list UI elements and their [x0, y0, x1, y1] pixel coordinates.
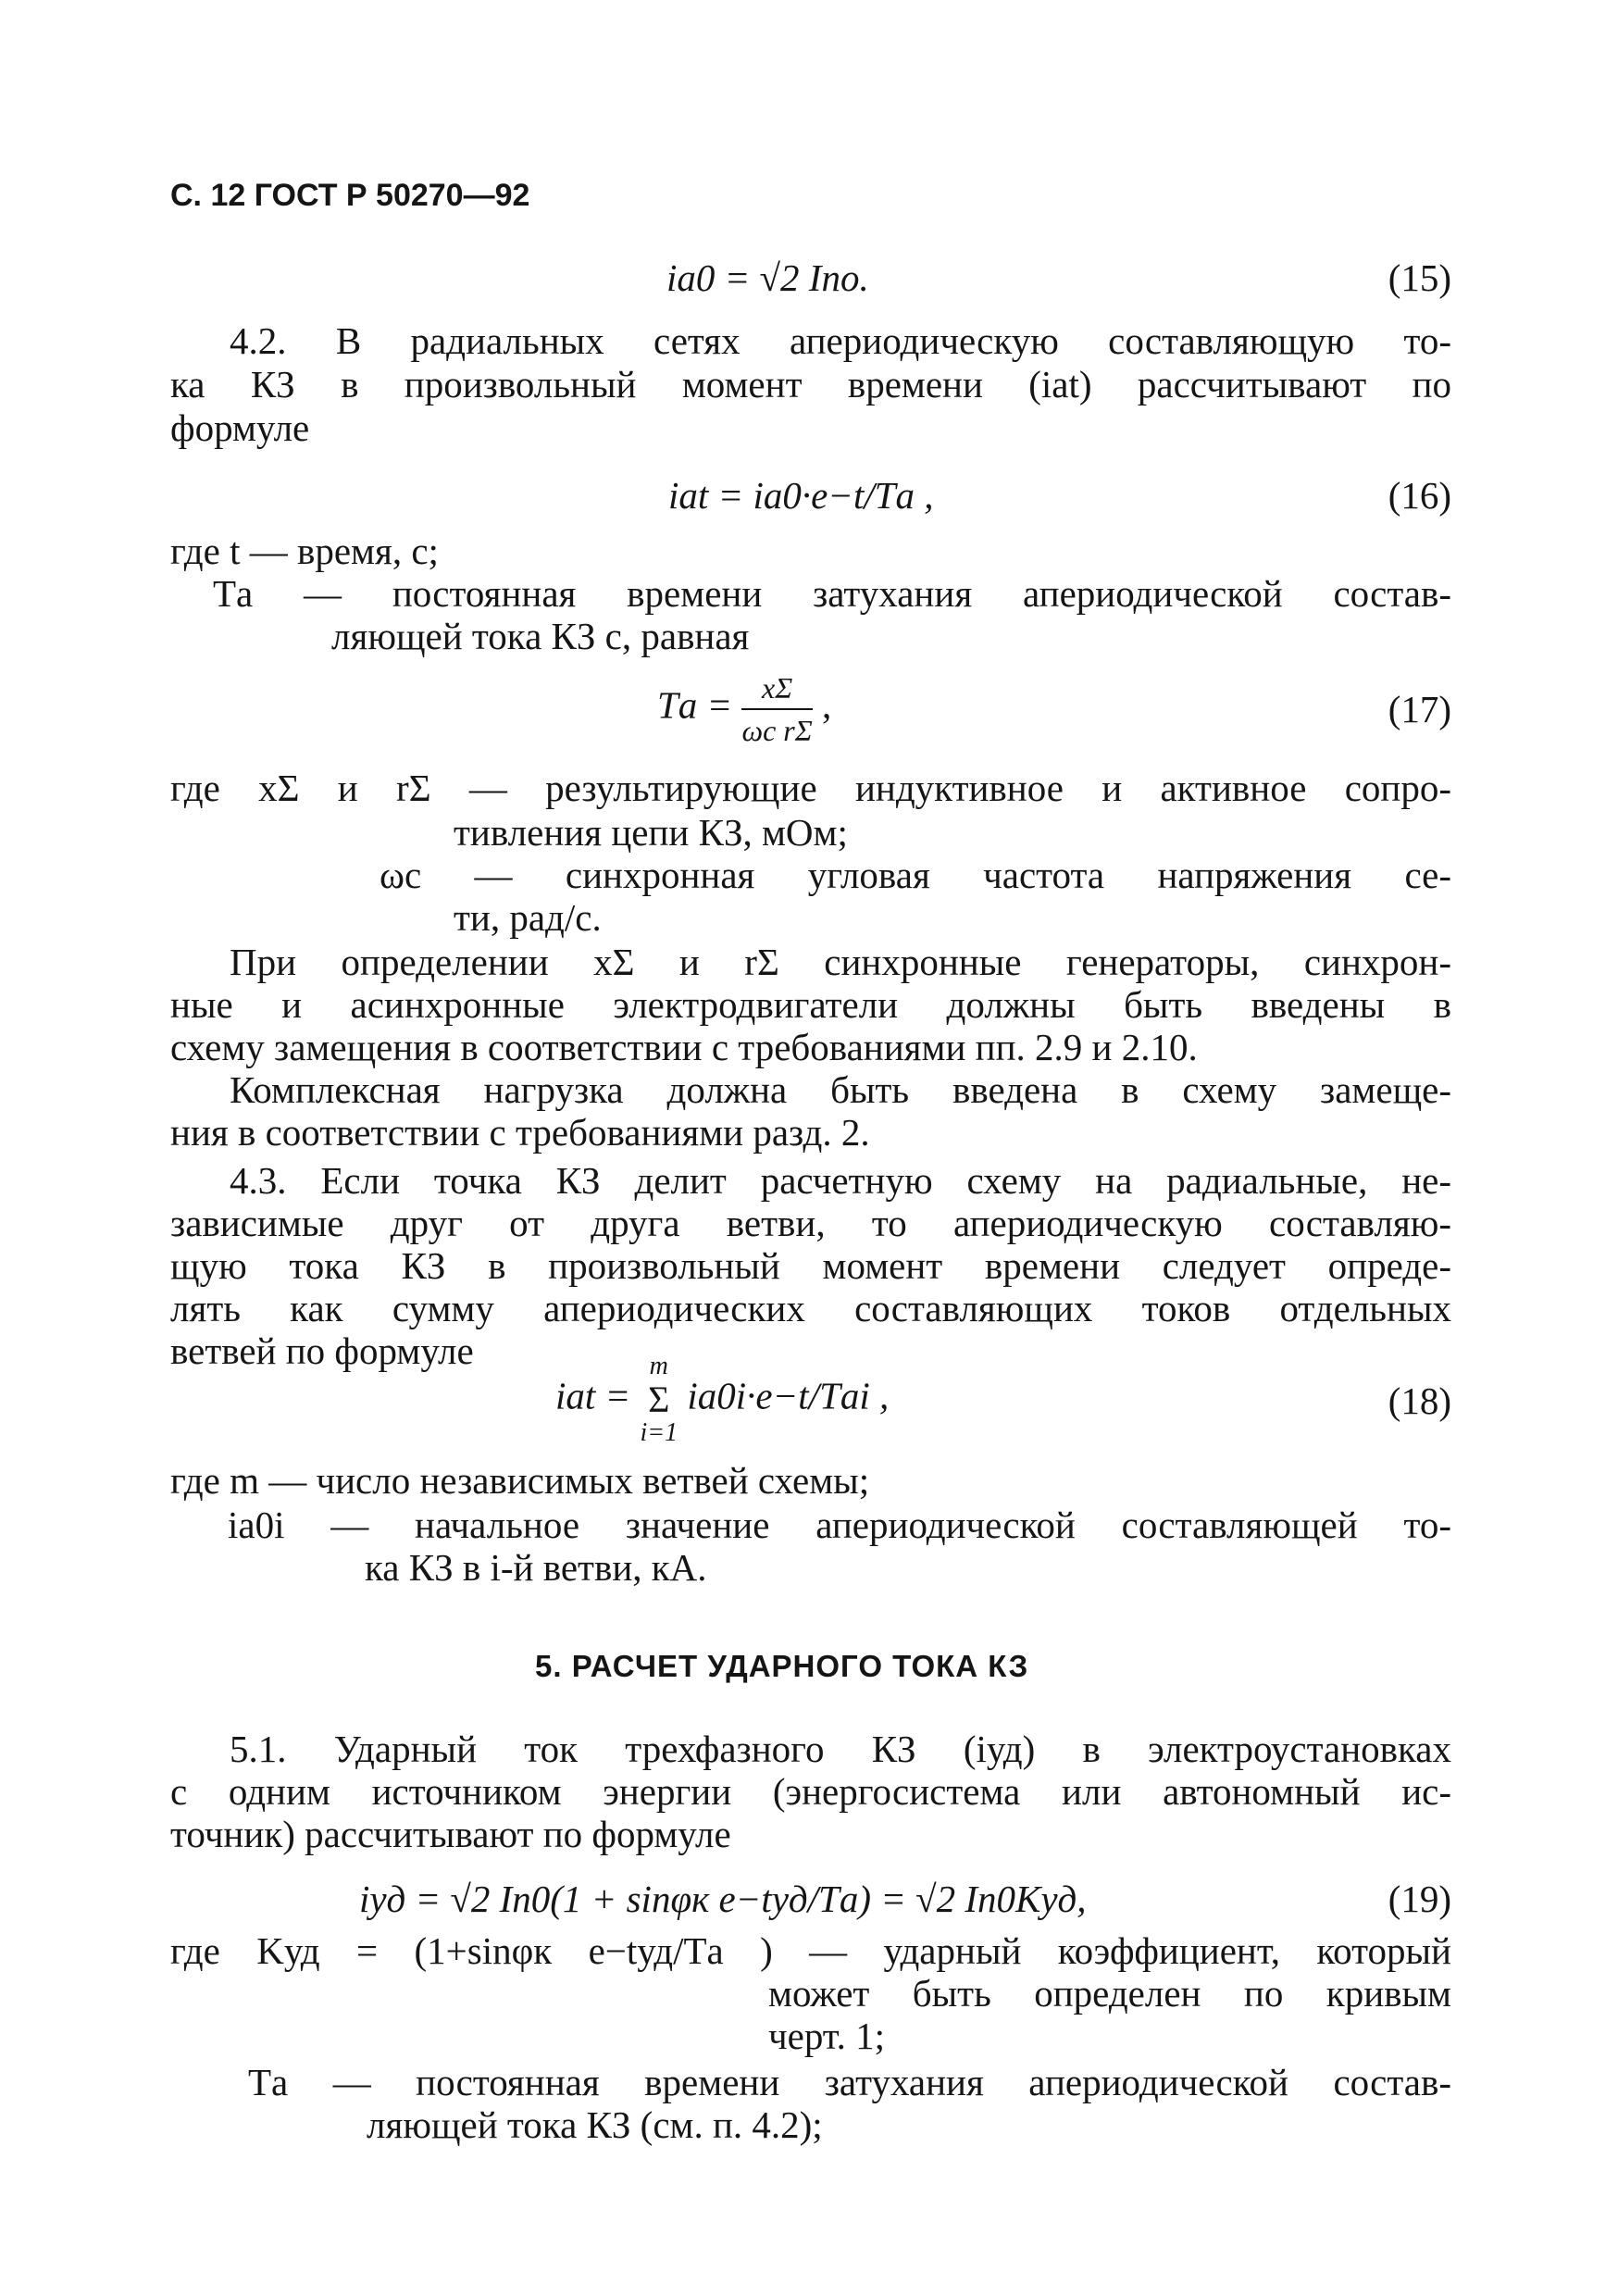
p42-line-1: 4.2. В радиальных сетях апериодическую составляющую то- [230, 319, 1451, 362]
where16-line-1: где t — время, с; [170, 530, 439, 572]
where18-line-3: ка КЗ в i-й ветви, кА. [365, 1546, 707, 1589]
where19-line-2: может быть определен по кривым [768, 1972, 1451, 2015]
where18-line-1: где m — число независимых ветвей схемы; [170, 1459, 870, 1502]
formula-18 [555, 1352, 889, 1448]
p43-line-2: зависимые друг от друга ветви, то апериодическую составляю- [170, 1202, 1451, 1244]
formula-15: iа0 = √2 Iпо. [666, 256, 869, 299]
p51-line-1: 5.1. Ударный ток трехфазного КЗ (iуд) в электроустановках [230, 1728, 1451, 1770]
formula-18-sum-sign: Σ [648, 1379, 670, 1420]
formula-18-lhs: iаt = [555, 1374, 631, 1417]
formula-17-fraction [741, 671, 812, 747]
formula-18-term: iа0i·e−t/Tаi , [687, 1374, 890, 1417]
p42-line-3: формуле [170, 406, 310, 449]
where17-line-3: ωс — синхронная угловая частота напряжения се- [380, 854, 1451, 896]
eq-number-18: (18) [1388, 1379, 1451, 1422]
pload-line-1: Комплексная нагрузка должна быть введена в схему замеще- [230, 1068, 1451, 1111]
formula-17-numerator: xΣ [741, 671, 812, 710]
p51-line-3: точник) рассчитывают по формуле [170, 1813, 731, 1855]
where18-line-2: iа0i — начальное значение апериодической составляющей то- [228, 1504, 1451, 1546]
formula-18-sum [640, 1352, 678, 1448]
pdef-line-1: При определении xΣ и rΣ синхронные генераторы, синхрон- [230, 941, 1451, 983]
where19-line-5: ляющей тока КЗ (см. п. 4.2); [367, 2103, 823, 2146]
formula-16: iаt = iа0·e−t/Tа , [668, 474, 934, 517]
page-header: С. 12 ГОСТ Р 50270—92 [170, 178, 530, 213]
p42-line-2: ка КЗ в произвольный момент времени (iаt) рассчитывают по [170, 363, 1451, 406]
pload-line-2: ния в соответствии с требованиями разд. 2. [170, 1111, 870, 1154]
formula-17-lhs: Tа = [657, 683, 733, 727]
where16-line-3: ляющей тока КЗ с, равная [331, 615, 750, 657]
pdef-line-3: схему замещения в соответствии с требованиями пп. 2.9 и 2.10. [170, 1026, 1198, 1068]
formula-18-sum-top: m [649, 1352, 668, 1380]
eq-number-17: (17) [1388, 688, 1451, 730]
eq-number-16: (16) [1388, 474, 1451, 517]
p43-line-1: 4.3. Если точка КЗ делит расчетную схему на радиальные, не- [230, 1159, 1451, 1202]
where17-line-4: ти, рад/с. [454, 896, 602, 939]
formula-17-tail: , [822, 683, 832, 727]
p43-line-5: ветвей по формуле [170, 1329, 474, 1372]
where16-line-2: Tа — постоянная времени затухания апериодической состав- [213, 572, 1451, 615]
where19-line-3: черт. 1; [768, 2015, 886, 2057]
formula-17-denominator: ωс rΣ [741, 714, 813, 747]
eq-number-15: (15) [1388, 256, 1451, 299]
where19-line-1: где Kуд = (1+sinφк e−tуд/Tа ) — ударный коэффициент, который [170, 1929, 1451, 1972]
eq-number-19: (19) [1388, 1878, 1451, 1920]
p51-line-2: с одним источником энергии (энергосистема или автономный ис- [170, 1770, 1451, 1813]
formula-19: iуд = √2 Iп0(1 + sinφк e−tуд/Tа) = √2 Iп0Kуд, [359, 1878, 1087, 1920]
p43-line-3: щую тока КЗ в произвольный момент времени следует опреде- [170, 1244, 1451, 1287]
formula-17 [657, 671, 831, 747]
formula-18-sum-bottom: i=1 [640, 1418, 678, 1447]
where17-line-1: где xΣ и rΣ — результирующие индуктивное и активное сопро- [170, 767, 1451, 809]
p43-line-4: лять как сумму апериодических составляющих токов отдельных [170, 1287, 1451, 1329]
where17-line-2: тивления цепи КЗ, мОм; [454, 811, 848, 854]
where19-line-4: Tа — постоянная времени затухания апериодической состав- [248, 2061, 1451, 2103]
pdef-line-2: ные и асинхронные электродвигатели должны быть введены в [170, 983, 1451, 1026]
section-5-title: 5. РАСЧЕТ УДАРНОГО ТОКА КЗ [535, 1649, 1029, 1683]
